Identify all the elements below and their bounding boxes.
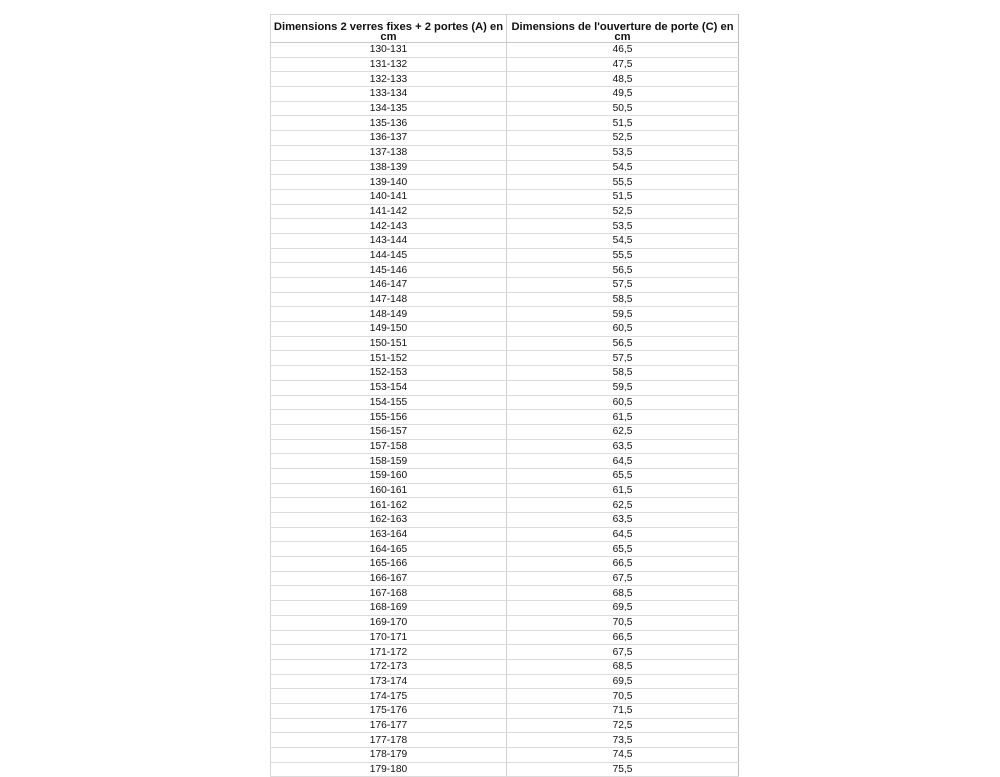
table-header [271, 15, 739, 43]
table-row [271, 87, 739, 102]
table-row [271, 762, 739, 777]
cell-door-opening-c: 59,5 [507, 307, 739, 322]
table-row [271, 659, 739, 674]
table-row [271, 586, 739, 601]
cell-dimensions-a: 177-178 [271, 733, 507, 748]
table-row [271, 101, 739, 116]
cell-dimensions-a: 176-177 [271, 718, 507, 733]
table-row [271, 116, 739, 131]
table-row [271, 615, 739, 630]
table-row [271, 674, 739, 689]
cell-door-opening-c: 63,5 [507, 439, 739, 454]
cell-door-opening-c: 49,5 [507, 87, 739, 102]
cell-dimensions-a: 169-170 [271, 615, 507, 630]
cell-door-opening-c: 52,5 [507, 204, 739, 219]
cell-door-opening-c: 51,5 [507, 189, 739, 204]
cell-door-opening-c: 67,5 [507, 571, 739, 586]
cell-dimensions-a: 175-176 [271, 703, 507, 718]
cell-door-opening-c: 55,5 [507, 248, 739, 263]
cell-door-opening-c: 47,5 [507, 57, 739, 72]
cell-dimensions-a: 161-162 [271, 498, 507, 513]
cell-dimensions-a: 174-175 [271, 689, 507, 704]
cell-door-opening-c: 64,5 [507, 527, 739, 542]
dimensions-table [270, 14, 739, 777]
cell-dimensions-a: 144-145 [271, 248, 507, 263]
table-row [271, 718, 739, 733]
cell-door-opening-c: 61,5 [507, 483, 739, 498]
cell-dimensions-a: 140-141 [271, 189, 507, 204]
cell-door-opening-c: 65,5 [507, 542, 739, 557]
table-row [271, 424, 739, 439]
table-row [271, 145, 739, 160]
table-row [271, 72, 739, 87]
cell-door-opening-c: 51,5 [507, 116, 739, 131]
table-row [271, 278, 739, 293]
table-row [271, 468, 739, 483]
cell-dimensions-a: 160-161 [271, 483, 507, 498]
cell-door-opening-c: 67,5 [507, 645, 739, 660]
table-row [271, 160, 739, 175]
cell-door-opening-c: 71,5 [507, 703, 739, 718]
cell-dimensions-a: 135-136 [271, 116, 507, 131]
cell-dimensions-a: 167-168 [271, 586, 507, 601]
cell-door-opening-c: 74,5 [507, 748, 739, 763]
cell-dimensions-a: 156-157 [271, 424, 507, 439]
cell-door-opening-c: 58,5 [507, 366, 739, 381]
table-row [271, 498, 739, 513]
cell-door-opening-c: 53,5 [507, 219, 739, 234]
cell-dimensions-a: 139-140 [271, 175, 507, 190]
cell-door-opening-c: 46,5 [507, 43, 739, 58]
cell-door-opening-c: 48,5 [507, 72, 739, 87]
cell-door-opening-c: 69,5 [507, 601, 739, 616]
table-row [271, 366, 739, 381]
cell-door-opening-c: 68,5 [507, 586, 739, 601]
table-row [271, 204, 739, 219]
table-row [271, 336, 739, 351]
table-row [271, 645, 739, 660]
cell-door-opening-c: 57,5 [507, 351, 739, 366]
table-row [271, 483, 739, 498]
cell-dimensions-a: 134-135 [271, 101, 507, 116]
cell-door-opening-c: 66,5 [507, 630, 739, 645]
cell-dimensions-a: 159-160 [271, 468, 507, 483]
cell-dimensions-a: 137-138 [271, 145, 507, 160]
header-row [271, 15, 739, 43]
cell-door-opening-c: 54,5 [507, 160, 739, 175]
cell-dimensions-a: 162-163 [271, 513, 507, 528]
cell-dimensions-a: 165-166 [271, 557, 507, 572]
cell-dimensions-a: 141-142 [271, 204, 507, 219]
cell-door-opening-c: 70,5 [507, 689, 739, 704]
table-row [271, 57, 739, 72]
cell-dimensions-a: 170-171 [271, 630, 507, 645]
cell-door-opening-c: 60,5 [507, 395, 739, 410]
cell-door-opening-c: 62,5 [507, 424, 739, 439]
table-row [271, 233, 739, 248]
table-row [271, 307, 739, 322]
table-row [271, 322, 739, 337]
cell-door-opening-c: 52,5 [507, 131, 739, 146]
cell-dimensions-a: 164-165 [271, 542, 507, 557]
cell-dimensions-a: 172-173 [271, 659, 507, 674]
cell-door-opening-c: 61,5 [507, 410, 739, 425]
cell-dimensions-a: 151-152 [271, 351, 507, 366]
table-row [271, 703, 739, 718]
table-row [271, 219, 739, 234]
table-row [271, 513, 739, 528]
table-row [271, 292, 739, 307]
cell-door-opening-c: 64,5 [507, 454, 739, 469]
cell-dimensions-a: 155-156 [271, 410, 507, 425]
cell-door-opening-c: 60,5 [507, 322, 739, 337]
cell-door-opening-c: 59,5 [507, 380, 739, 395]
table-row [271, 263, 739, 278]
table-row [271, 439, 739, 454]
cell-dimensions-a: 147-148 [271, 292, 507, 307]
cell-door-opening-c: 72,5 [507, 718, 739, 733]
cell-dimensions-a: 145-146 [271, 263, 507, 278]
table-row [271, 380, 739, 395]
cell-door-opening-c: 62,5 [507, 498, 739, 513]
table-body [271, 43, 739, 777]
cell-dimensions-a: 173-174 [271, 674, 507, 689]
cell-dimensions-a: 130-131 [271, 43, 507, 58]
cell-dimensions-a: 146-147 [271, 278, 507, 293]
cell-dimensions-a: 153-154 [271, 380, 507, 395]
table-row [271, 527, 739, 542]
dimensions-table-container [270, 14, 738, 777]
header-dimensions-a: Dimensions 2 verres fixes + 2 portes (A) en cm [271, 15, 507, 43]
cell-door-opening-c: 63,5 [507, 513, 739, 528]
table-row [271, 630, 739, 645]
cell-dimensions-a: 168-169 [271, 601, 507, 616]
cell-door-opening-c: 56,5 [507, 336, 739, 351]
cell-dimensions-a: 142-143 [271, 219, 507, 234]
header-door-opening-c: Dimensions de l'ouverture de porte (C) en cm [507, 15, 739, 43]
cell-door-opening-c: 54,5 [507, 233, 739, 248]
cell-door-opening-c: 57,5 [507, 278, 739, 293]
cell-dimensions-a: 158-159 [271, 454, 507, 469]
cell-door-opening-c: 75,5 [507, 762, 739, 777]
table-row [271, 689, 739, 704]
table-row [271, 601, 739, 616]
cell-door-opening-c: 69,5 [507, 674, 739, 689]
cell-door-opening-c: 50,5 [507, 101, 739, 116]
cell-door-opening-c: 68,5 [507, 659, 739, 674]
cell-dimensions-a: 131-132 [271, 57, 507, 72]
cell-dimensions-a: 132-133 [271, 72, 507, 87]
cell-dimensions-a: 179-180 [271, 762, 507, 777]
table-row [271, 131, 739, 146]
cell-dimensions-a: 166-167 [271, 571, 507, 586]
table-row [271, 733, 739, 748]
table-row [271, 351, 739, 366]
cell-door-opening-c: 70,5 [507, 615, 739, 630]
table-row [271, 571, 739, 586]
cell-dimensions-a: 150-151 [271, 336, 507, 351]
cell-door-opening-c: 73,5 [507, 733, 739, 748]
cell-door-opening-c: 65,5 [507, 468, 739, 483]
table-row [271, 542, 739, 557]
cell-dimensions-a: 154-155 [271, 395, 507, 410]
cell-door-opening-c: 53,5 [507, 145, 739, 160]
cell-door-opening-c: 55,5 [507, 175, 739, 190]
table-row [271, 410, 739, 425]
table-row [271, 557, 739, 572]
table-row [271, 248, 739, 263]
table-row [271, 189, 739, 204]
cell-dimensions-a: 133-134 [271, 87, 507, 102]
cell-door-opening-c: 58,5 [507, 292, 739, 307]
cell-dimensions-a: 157-158 [271, 439, 507, 454]
table-row [271, 175, 739, 190]
table-row [271, 454, 739, 469]
cell-door-opening-c: 56,5 [507, 263, 739, 278]
table-row [271, 43, 739, 58]
cell-dimensions-a: 178-179 [271, 748, 507, 763]
table-row [271, 395, 739, 410]
cell-dimensions-a: 171-172 [271, 645, 507, 660]
cell-dimensions-a: 152-153 [271, 366, 507, 381]
cell-dimensions-a: 163-164 [271, 527, 507, 542]
cell-dimensions-a: 149-150 [271, 322, 507, 337]
cell-dimensions-a: 148-149 [271, 307, 507, 322]
cell-dimensions-a: 143-144 [271, 233, 507, 248]
cell-dimensions-a: 136-137 [271, 131, 507, 146]
cell-dimensions-a: 138-139 [271, 160, 507, 175]
cell-door-opening-c: 66,5 [507, 557, 739, 572]
